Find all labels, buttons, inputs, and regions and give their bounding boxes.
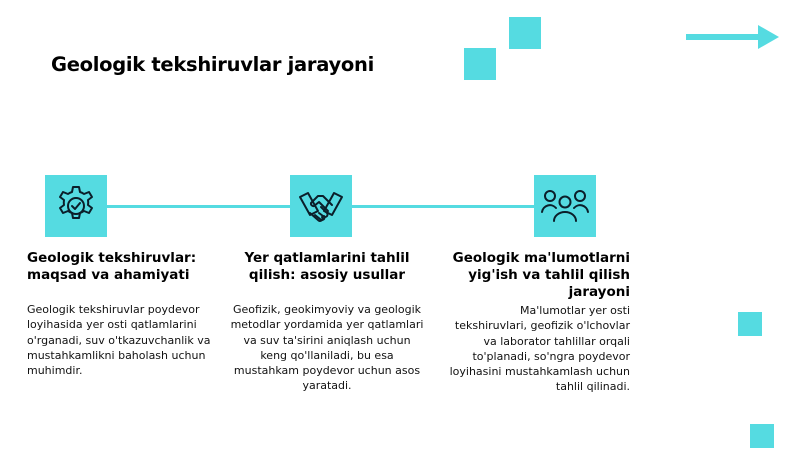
team-icon — [540, 185, 590, 227]
decor-square-right-1 — [738, 312, 762, 336]
step-3-title: Geologik ma'lumotlarni yig'ish va tahlil qilish jarayoni — [452, 250, 630, 300]
decor-square-top-2 — [464, 48, 496, 80]
step-1-text: Geologik tekshiruvlar poydevor loyihasida yer osti qatlamlarini o'rganadi, suv o'tkazuvchanlik va mustahkamlikni baholash uchun muhimdir. — [27, 303, 211, 378]
slide-title: Geologik tekshiruvlar jarayoni — [51, 53, 374, 76]
step-3-icon-box — [534, 175, 596, 237]
step-2-text: Geofizik, geokimyoviy va geologik metodlar yordamida yer qatlamlari va suv ta'sirini aniqlash uchun keng qo'llaniladi, bu esa mustahkam poydevor uchun asos yaratadi. — [230, 303, 424, 393]
decor-square-top-1 — [509, 17, 541, 49]
arrow-right-icon — [686, 22, 782, 52]
gear-check-icon — [53, 183, 99, 229]
step-2-title: Yer qatlamlarini tahlil qilish: asosiy usullar — [244, 250, 410, 283]
handshake-icon — [297, 183, 345, 229]
step-3-text: Ma'lumotlar yer osti tekshiruvlari, geofizik o'lchovlar va laborator tahlillar orqali to'planadi, so'ngra poydevor loyihasini mustahkamlash uchun tahlil qilinadi. — [449, 304, 630, 394]
step-1-icon-box — [45, 175, 107, 237]
step-2-icon-box — [290, 175, 352, 237]
decor-square-right-2 — [750, 424, 774, 448]
step-1-title: Geologik tekshiruvlar: maqsad va ahamiyati — [27, 250, 197, 283]
